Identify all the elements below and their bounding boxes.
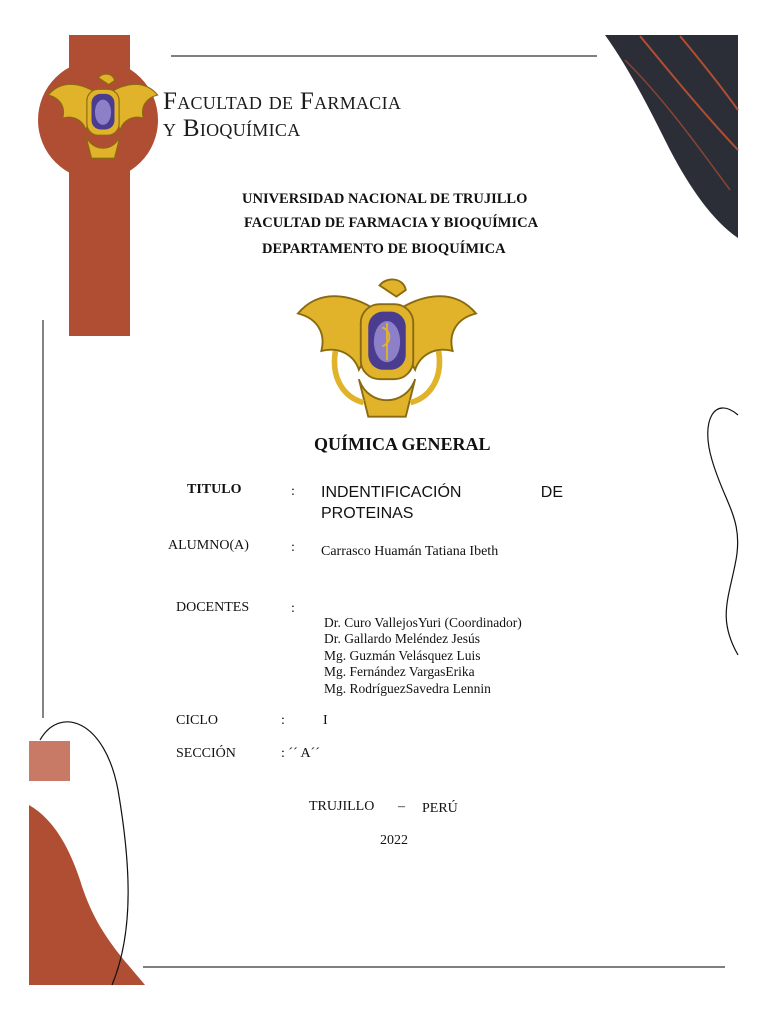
student-label: ALUMNO(A) [168, 538, 249, 553]
teacher-item: Mg. Guzmán Velásquez Luis [324, 647, 481, 663]
course-title: QUÍMICA GENERAL [314, 434, 491, 454]
title-value [321, 482, 563, 524]
teachers-list [324, 615, 522, 697]
student-colon: : [291, 540, 295, 555]
student-value: Carrasco Huamán Tatiana Ibeth [321, 544, 499, 559]
faculty-header-line1: Facultad de Farmacia [163, 88, 402, 115]
university-name: UNIVERSIDAD NACIONAL DE TRUJILLO [242, 191, 528, 207]
teacher-item: Dr. Gallardo Meléndez Jesús [324, 631, 480, 647]
faculty-emblem-large [287, 276, 487, 426]
teacher-item: Mg. RodríguezSavedra Lennin [324, 680, 491, 696]
teacher-item: Mg. Fernández VargasErika [324, 664, 475, 680]
cycle-colon: : [281, 713, 285, 728]
city: TRUJILLO [309, 799, 375, 814]
title-value-line2: PROTEINAS [321, 505, 414, 522]
title-colon: : [291, 484, 295, 499]
faculty-header-line2: y Bioquímica [163, 115, 301, 142]
department-name: DEPARTAMENTO DE BIOQUÍMICA [262, 241, 506, 257]
faculty-emblem-small [44, 72, 162, 164]
year: 2022 [380, 833, 408, 848]
teachers-colon: : [291, 601, 295, 616]
faculty-header-title [163, 88, 401, 142]
country: PERÚ [422, 801, 458, 816]
section-label: SECCIÓN [176, 746, 236, 761]
griffin-emblem-icon [287, 276, 487, 426]
city-country-dash: – [398, 799, 405, 814]
teachers-label: DOCENTES [176, 600, 250, 615]
cycle-label: CICLO [176, 713, 218, 728]
title-value-word2: DE [540, 484, 563, 501]
teacher-item: Dr. Curo VallejosYuri (Coordinador) [324, 615, 522, 630]
faculty-name: FACULTAD DE FARMACIA Y BIOQUÍMICA [244, 215, 539, 231]
section-value: : ´´ A´´ [281, 746, 320, 761]
cycle-value: I [323, 713, 328, 728]
title-label: TITULO [187, 482, 242, 497]
griffin-emblem-icon [44, 72, 162, 164]
title-value-word1: INDENTIFICACIÓN [321, 484, 462, 501]
